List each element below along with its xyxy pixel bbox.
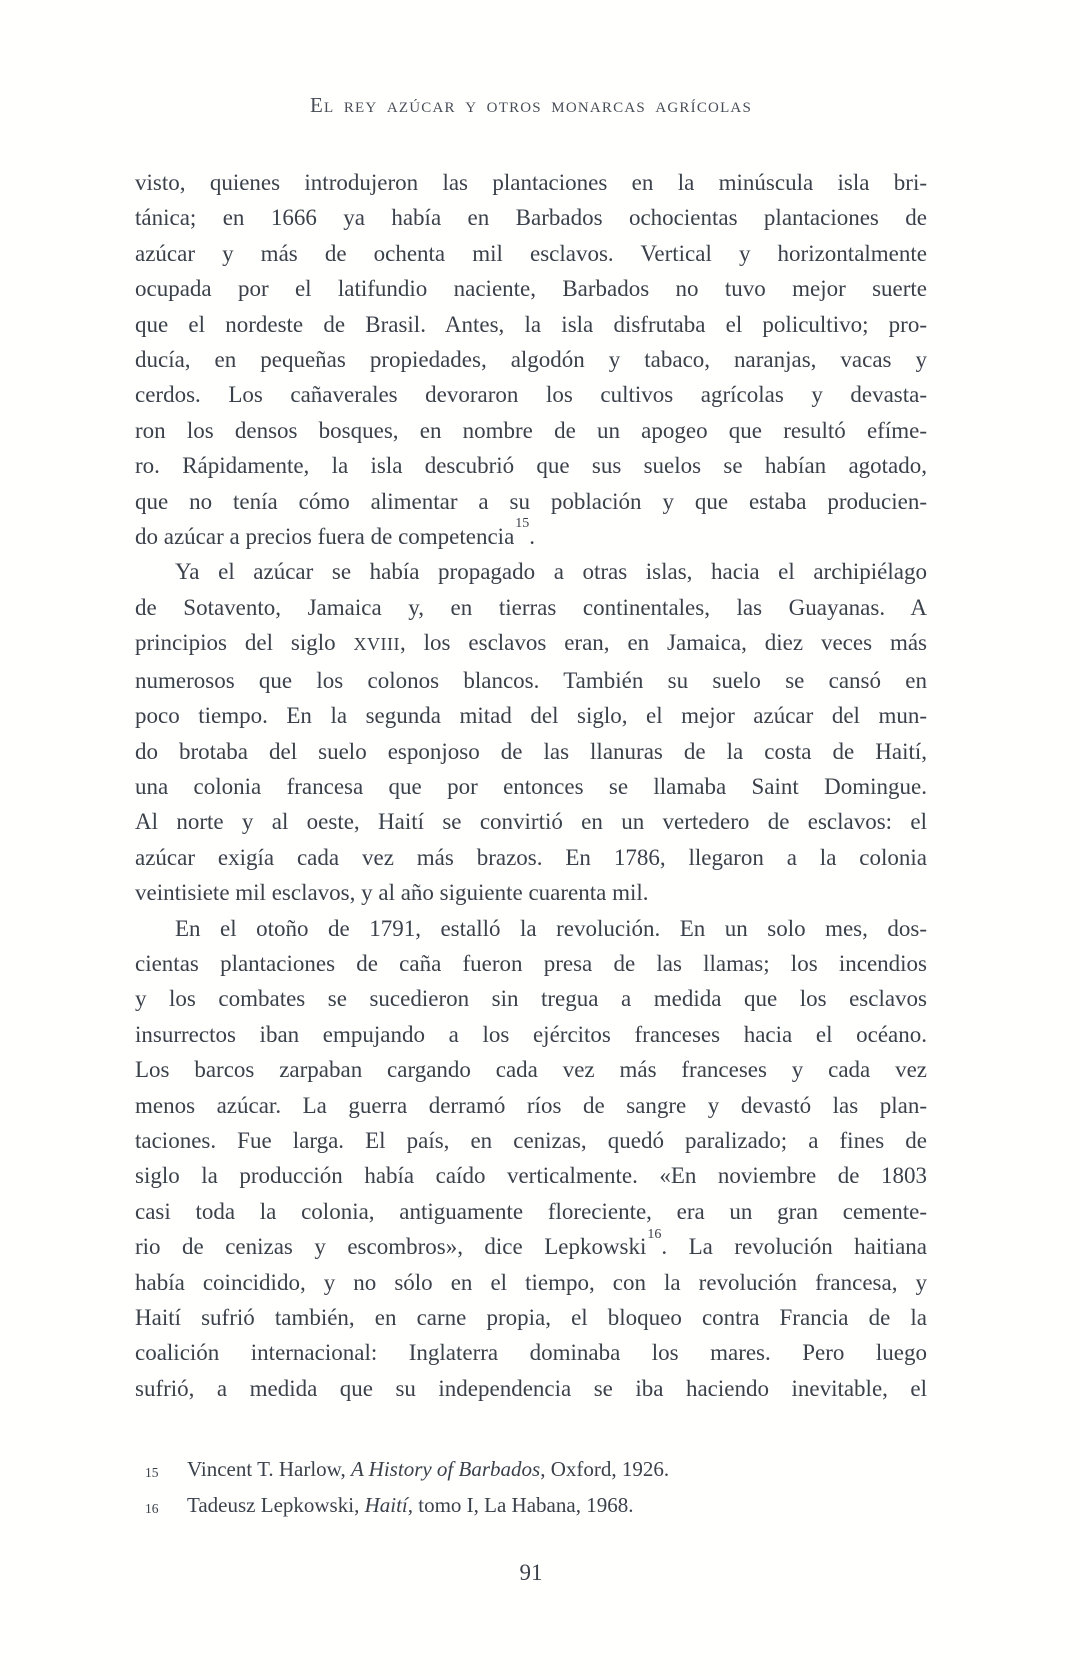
- footnotes: [135, 1453, 927, 1525]
- text-line: do brotaba del suelo esponjoso de las llanuras de la costa de Haití,: [135, 738, 927, 764]
- text-line: Ya el azúcar se había propagado a otras islas, hacia el archipiélago: [175, 559, 927, 585]
- text-line: una colonia francesa que por entonces se llamaba Saint Domingue.: [135, 773, 927, 799]
- text-line: sufrió, a medida que su independencia se iba haciendo inevitable, el: [135, 1375, 927, 1401]
- text-line: veintisiete mil esclavos, y al año siguiente cuarenta mil.: [135, 880, 649, 906]
- text-line: ron los densos bosques, en nombre de un apogeo que resultó efíme-: [135, 417, 927, 443]
- footnote: [135, 1453, 927, 1489]
- text-line: principios del siglo XVIII, los esclavos eran, en Jamaica, diez veces más: [135, 630, 927, 656]
- text-line: numerosos que los colonos blancos. También su suelo se cansó en: [135, 667, 927, 693]
- footnote-number: 16: [145, 1501, 159, 1516]
- text-line: siglo la producción había caído verticalmente. «En noviembre de 1803: [135, 1163, 927, 1189]
- italic-text: A History of Barbados: [350, 1457, 541, 1481]
- footnote-ref: 15: [515, 516, 530, 532]
- text-line: cientas plantaciones de caña fueron presa de las llamas; los incendios: [135, 950, 927, 976]
- text-line: En el otoño de 1791, estalló la revolución. En un solo mes, dos-: [175, 915, 927, 941]
- text-line: casi toda la colonia, antiguamente floreciente, era un gran cemente-: [135, 1198, 927, 1224]
- footnote-text: Vincent T. Harlow, A History of Barbados, Oxford, 1926.: [187, 1457, 670, 1481]
- text-line: visto, quienes introdujeron las plantaciones en la minúscula isla bri-: [135, 170, 927, 195]
- text-line: coalición internacional: Inglaterra dominaba los mares. Pero luego: [135, 1340, 927, 1366]
- footnote: [135, 1489, 927, 1525]
- paragraph: [135, 554, 927, 910]
- text-line: Los barcos zarpaban cargando cada vez más franceses y cada vez: [135, 1057, 927, 1083]
- paragraph: [135, 911, 927, 1407]
- text-line: ro. Rápidamente, la isla descubrió que sus suelos se habían agotado,: [135, 453, 927, 479]
- page-number: 91: [519, 1560, 543, 1585]
- footnote-text: Tadeusz Lepkowski, Haití, tomo I, La Habana, 1968.: [187, 1493, 634, 1517]
- text-line: poco tiempo. En la segunda mitad del siglo, el mejor azúcar del mun-: [135, 703, 927, 729]
- text-line: azúcar y más de ochenta mil esclavos. Vertical y horizontalmente: [135, 240, 927, 266]
- text-line: Al norte y al oeste, Haití se convirtió en un vertedero de esclavos: el: [135, 809, 927, 835]
- text-line: rio de cenizas y escombros», dice Lepkowski$^{16}$. La revolución haitiana: [135, 1226, 927, 1260]
- text-line: que el nordeste de Brasil. Antes, la isla disfrutaba el policultivo; pro-: [135, 311, 927, 337]
- italic-text: Haití: [364, 1493, 408, 1517]
- text-line: ocupada por el latifundio naciente, Barbados no tuvo mejor suerte: [135, 276, 927, 302]
- paragraph: [135, 165, 927, 554]
- text-line: que no tenía cómo alimentar a su población y que estaba producien-: [135, 488, 927, 514]
- text-line: Haití sufrió también, en carne propia, el bloqueo contra Francia de la: [135, 1305, 927, 1330]
- text-line: de Sotavento, Jamaica y, en tierras continentales, las Guayanas. A: [135, 594, 927, 620]
- body-text: [135, 165, 927, 1406]
- text-line: taciones. Fue larga. El país, en cenizas, quedó paralizado; a fines de: [135, 1127, 927, 1153]
- text-line: azúcar exigía cada vez más brazos. En 1786, llegaron a la colonia: [135, 844, 927, 870]
- running-header: El rey azúcar y otros monarcas agrícolas: [309, 93, 753, 117]
- text-line: menos azúcar. La guerra derramó ríos de sangre y devastó las plan-: [135, 1092, 927, 1118]
- text-line: insurrectos iban empujando a los ejércitos franceses hacia el océano.: [135, 1021, 927, 1047]
- small-caps-text: XVIII: [353, 634, 401, 655]
- text-line: y los combates se sucedieron sin tregua a medida que los esclavos: [135, 986, 927, 1012]
- text-line: cerdos. Los cañaverales devoraron los cultivos agrícolas y devasta-: [135, 382, 927, 408]
- text-line: había coincidido, y no sólo en el tiempo, con la revolución francesa, y: [135, 1269, 927, 1295]
- text-line: ducía, en pequeñas propiedades, algodón y tabaco, naranjas, vacas y: [135, 347, 927, 373]
- footnote-number: 15: [145, 1465, 159, 1480]
- text-line: tánica; en 1666 ya había en Barbados ochocientas plantaciones de: [135, 205, 927, 231]
- text-line: do azúcar a precios fuera de competencia$^{15}$.: [135, 516, 536, 550]
- footnote-ref: 16: [647, 1226, 662, 1242]
